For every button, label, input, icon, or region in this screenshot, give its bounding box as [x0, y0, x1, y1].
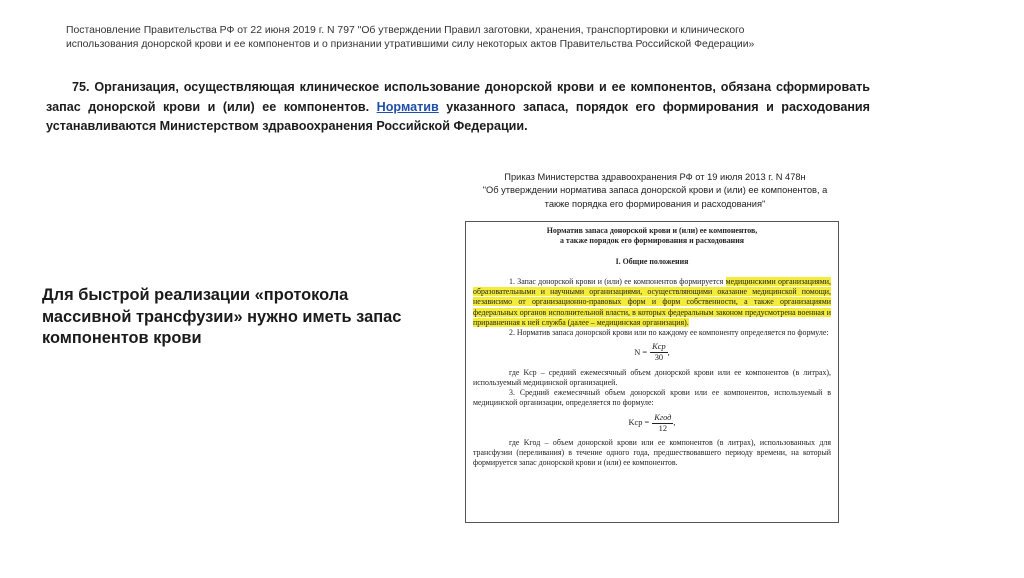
formula-average-numerator: Kгод — [652, 413, 673, 424]
formula-norm-numerator: Kср — [650, 342, 668, 353]
doc-paragraph-4: 3. Средний ежемесячный объем донорской крови или ее компонентов, используемый в медицинской организации, определяется по формуле: — [473, 388, 831, 408]
formula-norm-denominator: 30 — [654, 353, 664, 363]
formula-norm-fraction — [650, 342, 668, 363]
doc-p1-start: 1. Запас донорской крови и (или) ее компонентов формируется — [509, 277, 724, 287]
order-title — [470, 171, 840, 211]
lead-statement: Для быстрой реализации «протокола массивной трансфузии» нужно иметь запас компонентов крови — [42, 286, 402, 347]
formula-norm-left: N = — [634, 347, 648, 357]
formula-norm-tail: , — [667, 347, 670, 357]
resolution-header — [66, 24, 766, 51]
resolution-header-text: Постановление Правительства РФ от 22 июня 2019 г. N 797 "Об утверждении Правил заготовки, хранения, транспортировки и клинического использования донорской крови и ее компонентов и о признании утратившими силу некоторых актов Правительства Российской Федерации» — [66, 25, 755, 50]
doc-paragraph-1 — [473, 277, 831, 327]
doc-paragraph-2: 2. Норматив запаса донорской крови или по каждому ее компоненту определяется по формуле: — [509, 327, 829, 337]
formula-average — [473, 410, 831, 436]
document-excerpt — [465, 221, 839, 523]
norm-link[interactable]: Норматив — [376, 99, 439, 114]
doc-title-line1: Норматив запаса донорской крови и (или) ее компонентов, — [546, 226, 758, 235]
clause-text-part2: указанного запаса, порядок его формирования и расходования устанавливаются Министерством здравоохранения Российской Федерации. — [46, 99, 871, 133]
doc-paragraph-3: где Kср – средний ежемесячный объем донорской крови или ее компонентов (в литрах), используемый медицинской организацией. — [473, 367, 831, 387]
doc-p1-highlight: медицинскими организациями, образовательными и научными организациями, осуществляющими оказание медицинской помощи, независимо от организационно-правовых форм и форм собственности, а также организациями федеральных органов исполнительной власти, в которых федеральным законом предусмотрена военная и приравненная к ней служба (далее – медицинская организация). — [473, 277, 831, 327]
formula-average-tail: , — [673, 418, 676, 428]
clause-number: 75. — [72, 80, 90, 94]
order-title-line1: Приказ Министерства здравоохранения РФ от 19 июля 2013 г. N 478н — [504, 172, 806, 182]
doc-paragraph-5: где Kгод – объем донорской крови или ее компонентов (в литрах), использованных для трансфузии (переливания) в течение одного года, предшествовавшего периоду времени, на который формируется запас донорской крови и (или) ее компонентов. — [473, 438, 831, 468]
formula-average-denominator: 12 — [658, 423, 668, 433]
clause-text-part1: Организация, осуществляющая клиническое использование донорской крови и ее компонентов, обязана сформировать запас донорской крови и (или) ее компонентов. — [46, 80, 870, 114]
order-title-line2: "Об утверждении норматива запаса донорской крови и (или) ее компонентов, а также порядка его формирования и расходования" — [482, 185, 828, 209]
formula-average-fraction — [652, 412, 676, 434]
doc-section-heading: I. Общие положения — [615, 257, 689, 267]
clause-75 — [46, 78, 870, 137]
doc-title-line2: а также порядок его формирования и расходования — [559, 236, 745, 246]
formula-average-left: Kср = — [628, 418, 650, 428]
formula-norm — [473, 340, 831, 366]
